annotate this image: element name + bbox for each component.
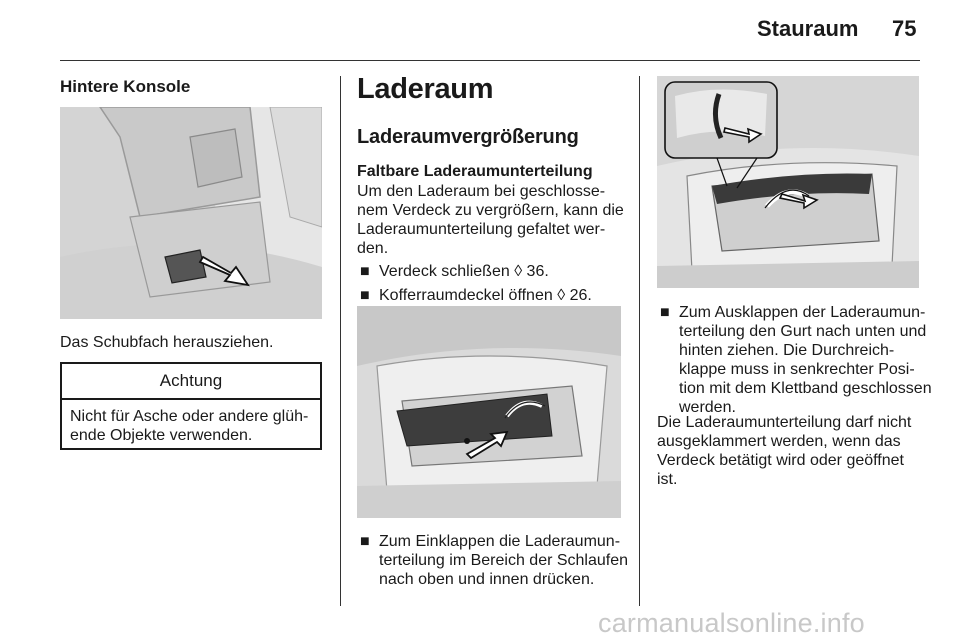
header-divider	[60, 60, 920, 61]
illustration-rear-console-drawer	[60, 107, 322, 319]
bullet-icon: ■	[660, 304, 670, 321]
bullet-icon: ■	[360, 263, 370, 280]
column-divider-right	[639, 76, 640, 606]
page-ref-link[interactable]: 26.	[569, 287, 592, 304]
step-fold-out: ■ Zum Ausklappen der Laderaumun- terteilung den Gurt nach unten und hinten ziehen. Die Durchreich- klappe muss in senkrechter Posi- tion mit dem Klettband geschlossen werden.	[660, 304, 932, 416]
note-paragraph: Die Laderaumunterteilung darf nicht ausgeklammert werden, wenn das Verdeck betätigt wird oder geöffnet ist.	[657, 414, 912, 488]
caution-title: Achtung	[62, 364, 320, 400]
page-ref-link[interactable]: 36.	[526, 263, 549, 280]
page-ref-icon: ◊	[514, 263, 523, 280]
illustration-fold-out-divider	[657, 76, 919, 288]
caution-text: Nicht für Asche oder andere glüh- ende Objekte verwenden.	[70, 408, 309, 444]
heading-rear-console: Hintere Konsole	[60, 77, 191, 96]
intro-paragraph: Um den Laderaum bei geschlosse- nem Verdeck zu vergrößern, kann die Laderaumunterteilung gefaltet wer- den.	[357, 183, 624, 257]
page-header-title: Stauraum	[757, 16, 859, 41]
column-divider-left	[340, 76, 341, 606]
section-title-cargo-area: Laderaum	[357, 73, 494, 105]
illustration-fold-in-divider	[357, 306, 621, 518]
bullet-icon: ■	[360, 533, 370, 550]
caution-box	[60, 362, 322, 450]
page-ref-icon: ◊	[557, 287, 566, 304]
step-open-trunk-lid: ■ Kofferraumdeckel öffnen ◊ 26.	[360, 287, 592, 304]
caption-pull-out-drawer: Das Schubfach herausziehen.	[60, 334, 274, 351]
step-fold-in: ■ Zum Einklappen die Laderaumun- terteilung im Bereich der Schlaufen nach oben und innen drücken.	[360, 533, 629, 588]
step-close-roof: ■ Verdeck schließen ◊ 36.	[360, 263, 549, 280]
subsection-title-cargo-expansion: Laderaumvergrößerung	[357, 126, 579, 148]
subheading-foldable-divider: Faltbare Laderaumunterteilung	[357, 163, 593, 180]
page-number: 75	[892, 16, 917, 41]
bullet-icon: ■	[360, 287, 370, 304]
watermark: carmanualsonline.info	[598, 608, 865, 638]
